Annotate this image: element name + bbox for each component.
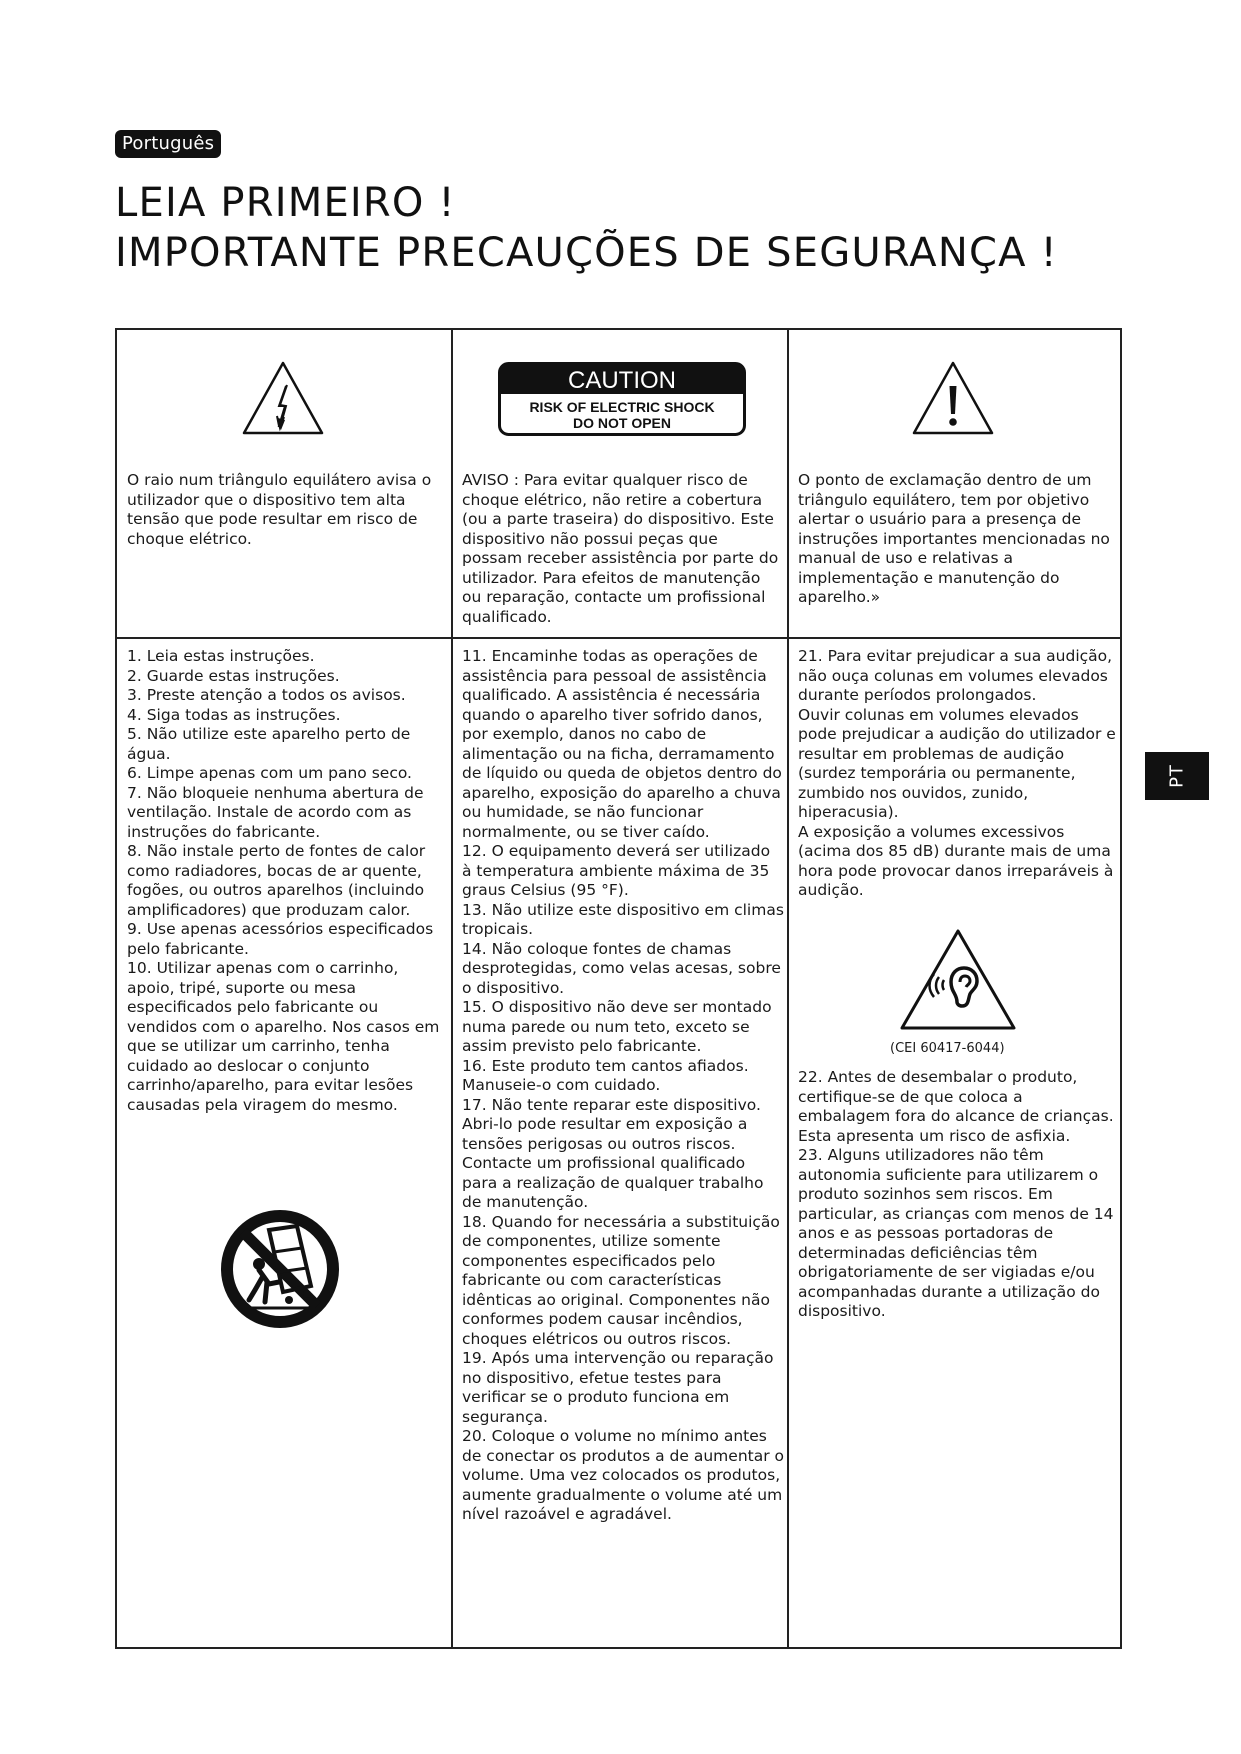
list-item: 1. Leia estas instruções. <box>127 647 315 665</box>
list-item: 15. O dispositivo não deve ser montado numa parede ou num teto, exceto se assim previsto pelo fabricante. <box>462 998 772 1055</box>
lightning-warning-text: O raio num triângulo equilátero avisa o utilizador que o dispositivo tem alta tensão que pode resultar em risco de choque elétrico. <box>127 471 432 548</box>
instructions-list-col3-b <box>798 1068 1116 1322</box>
list-item: 16. Este produto tem cantos afiados. Manuseie-o com cuidado. <box>462 1056 749 1094</box>
list-item: 13. Não utilize este dispositivo em climas tropicais. <box>462 900 784 938</box>
row-divider <box>117 637 1120 639</box>
list-item: 22. Antes de desembalar o produto, certifique-se de que coloca a embalagem fora do alcance de crianças. Esta apresenta um risco de asfixia. <box>798 1068 1114 1145</box>
list-item: 11. Encaminhe todas as operações de assistência para pessoal de assistência qualificado. A assistência é necessária quando o aparelho tiver sofrido danos, por exemplo, danos no cabo de alimentação ou na ficha, derramamento de líquido ou queda de objetos dentro do aparelho, exposição do aparelho a chuva ou humidade, se não funcionar normalmente, ou se tiver caído. <box>462 647 782 841</box>
list-item: 2. Guarde estas instruções. <box>127 666 340 685</box>
title-line-1: LEIA PRIMEIRO ! <box>115 180 456 226</box>
caution-line-1: RISK OF ELECTRIC SHOCK <box>529 399 715 415</box>
list-item: 4. Siga todas as instruções. <box>127 705 341 724</box>
caution-line-2: DO NOT OPEN <box>572 415 672 431</box>
language-side-tab <box>1145 752 1209 800</box>
caution-label <box>498 362 746 436</box>
list-item: 18. Quando for necessária a substituição de componentes, utilize somente componentes especificados pelo fabricante ou com características idênticas ao original. Componentes não conformes podem causar incêndios, choques elétricos ou outros riscos. <box>462 1212 780 1348</box>
list-item: 7. Não bloqueie nenhuma abertura de ventilação. Instale de acordo com as instruções do fabricante. <box>127 783 424 841</box>
column-divider <box>787 330 789 1647</box>
list-item: 19. Após uma intervenção ou reparação no dispositivo, efetue testes para verificar se o produto funciona em segurança. <box>462 1349 774 1426</box>
exclamation-triangle-icon <box>911 360 995 436</box>
column-divider <box>451 330 453 1647</box>
list-item: Ouvir colunas em volumes elevados pode prejudicar a audição do utilizador e resultar em problemas de audição (surdez temporária ou permanente, zumbido nos ouvidos, zunido, hiperacusia). <box>798 705 1116 821</box>
list-item: 9. Use apenas acessórios especificados pelo fabricante. <box>127 920 434 958</box>
list-item: 23. Alguns utilizadores não têm autonomia suficiente para utilizarem o produto sozinhos sem riscos. Em particular, as crianças com menos de 14 anos e as pessoas portadoras de determinadas deficiências têm obrigatoriamente de ser vigiadas e/ou acompanhadas durante a utilização do dispositivo. <box>798 1146 1114 1320</box>
list-item: 21. Para evitar prejudicar a sua audição, não ouça colunas em volumes elevados durante períodos prolongados. <box>798 647 1113 704</box>
list-item: 3. Preste atenção a todos os avisos. <box>127 686 406 704</box>
page-title <box>115 178 1058 278</box>
language-badge: Português <box>115 130 221 158</box>
exclamation-warning-text: O ponto de exclamação dentro de um triângulo equilátero, tem por objetivo alertar o usuário para a presença de instruções importantes mencionadas no manual de uso e relativas a implementação e manutenção do aparelho.» <box>798 471 1110 606</box>
cei-standard-label: (CEI 60417-6044) <box>890 1041 1005 1056</box>
list-item: 10. Utilizar apenas com o carrinho, apoio, tripé, suporte ou mesa especificados pelo fabricante ou vendidos com o aparelho. Nos casos em que se utilizar um carrinho, tenha cuidado ao deslocar o conjunto carrinho/aparelho, para evitar lesões causadas pela viragem do mesmo. <box>127 959 440 1114</box>
cart-tip-over-warning-icon <box>219 1208 341 1330</box>
shock-warning-text: AVISO : Para evitar qualquer risco de choque elétrico, não retire a cobertura (ou a parte traseira) do dispositivo. Este dispositivo não possui peças que possam receber assistência por parte do utilizador. Para efeitos de manutenção ou reparação, contacte um profissional qualificado. <box>462 471 779 626</box>
list-item: 17. Não tente reparar este dispositivo. Abri-lo pode resultar em exposição a tensões perigosas ou outros riscos. Contacte um profissional qualificado para a realização de qualquer trabalho de manutenção. <box>462 1095 764 1211</box>
instructions-list-col2 <box>462 647 784 1525</box>
title-line-2: IMPORTANTE PRECAUÇÕES DE SEGURANÇA ! <box>115 230 1058 276</box>
list-item: 6. Limpe apenas com um pano seco. <box>127 764 412 782</box>
lightning-triangle-icon <box>241 360 325 436</box>
caution-heading: CAUTION <box>568 367 676 394</box>
list-item: 8. Não instale perto de fontes de calor como radiadores, bocas de ar quente, fogões, ou outros aparelhos (incluindo amplificadores) que produzam calor. <box>127 842 426 919</box>
list-item: 14. Não coloque fontes de chamas desprotegidas, como velas acesas, sobre o dispositivo. <box>462 939 781 997</box>
list-item: 12. O equipamento deverá ser utilizado à temperatura ambiente máxima de 35 graus Celsius (95 °F). <box>462 842 771 899</box>
instructions-list-col1 <box>127 647 447 1115</box>
list-item: 5. Não utilize este aparelho perto de água. <box>127 725 411 763</box>
hearing-damage-triangle-icon <box>899 928 1017 1032</box>
list-item: A exposição a volumes excessivos (acima dos 85 dB) durante mais de uma hora pode provocar danos irreparáveis à audição. <box>798 822 1114 899</box>
instructions-list-col3-a <box>798 647 1116 901</box>
side-tab-label: PT <box>1166 764 1188 788</box>
list-item: 20. Coloque o volume no mínimo antes de conectar os produtos a de aumentar o volume. Uma vez colocados os produtos, aumente gradualmente o volume até um nível razoável e agradável. <box>462 1427 784 1523</box>
safety-table <box>115 328 1122 1649</box>
